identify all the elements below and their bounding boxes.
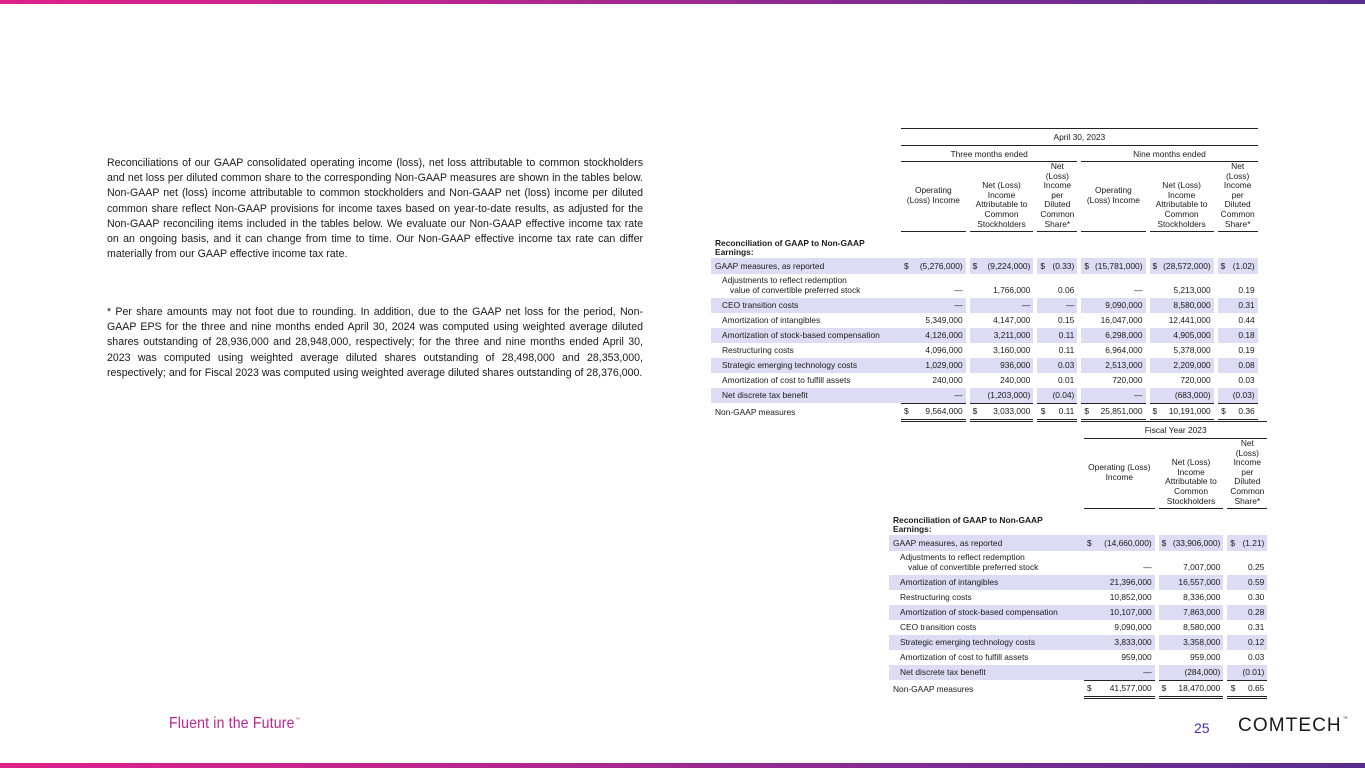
bottom-gradient-band [0,763,1365,768]
reconciliation-table-fiscal-2023 [889,421,1267,699]
table-row: Strategic emerging technology costs 1,029,000 936,000 0.03 2,513,000 2,209,000 0.08 [711,358,1258,373]
three-months-header: Three months ended [901,146,1077,162]
col-operating-9m: Operating (Loss) Income [1081,162,1145,232]
table-row: Net discrete tax benefit — (284,000) (0.01) [889,665,1267,681]
section-heading: Reconciliation of GAAP to Non-GAAP Earnings: [715,237,865,258]
logo-tm: ™ [1342,716,1349,722]
tagline: Fluent in the Future™ [169,715,301,732]
col-eps-fy: Net (Loss) Income per Diluted Common Share* [1227,439,1267,509]
table-row: Amortization of cost to fulfill assets 240,000 240,000 0.01 720,000 720,000 0.03 [722,375,1255,386]
table-row: Adjustments to reflect redemption value of convertible preferred stock — 7,007,000 0.25 [900,552,1265,573]
period-header: April 30, 2023 [901,129,1258,146]
comtech-logo: COMTECH™ [1238,715,1349,736]
table-row-total: Non-GAAP measures $ 9,564,000 $ 3,033,000 $ 0.11 $ 25,851,000 $ 10,191,000 $ 0.36 [711,403,1258,420]
table-row: Amortization of cost to fulfill assets 959,000 959,000 0.03 [900,652,1265,663]
table-row: Strategic emerging technology costs 3,833,000 3,358,000 0.12 [889,635,1267,650]
table-row-total: Non-GAAP measures $ 41,577,000 $ 18,470,000 $ 0.65 [889,680,1267,697]
table-row: Restructuring costs 4,096,000 3,160,000 0.11 6,964,000 5,378,000 0.19 [722,345,1255,356]
table-row: Amortization of intangibles 5,349,000 4,147,000 0.15 16,047,000 12,441,000 0.44 [722,315,1255,326]
col-eps-9m: Net (Loss) Income per Diluted Common Share* [1218,162,1258,232]
col-operating-3m: Operating (Loss) Income [901,162,966,232]
table-row: Amortization of intangibles 21,396,000 16,557,000 0.59 [889,575,1267,590]
period-header: Fiscal Year 2023 [1084,422,1267,439]
tagline-tm: ™ [295,717,301,723]
intro-paragraph: Reconciliations of our GAAP consolidated operating income (loss), net loss attributable to common stockholders and net loss per diluted common share to the corresponding Non-GAAP measures are shown in the tables below. Non-GAAP net (loss) income attributable to common stockholders and Non-GAAP net (loss) income per diluted common share reflect Non-GAAP provisions for income taxes based on year-to-date results, as adjusted for the Non-GAAP reconciling items included in the tables below. We evaluate our Non-GAAP effective income tax rate on an ongoing basis, and it can change from time to time. Our Non-GAAP effective income tax rate can differ materially from our GAAP effective income tax rate. [107,157,643,261]
table-row: Net discrete tax benefit — (1,203,000) (0.04) — (683,000) (0.03) [711,388,1258,404]
top-gradient-band [0,0,1365,4]
col-net-3m: Net (Loss) Income Attributable to Common Stockholders [970,162,1034,232]
table-row: Amortization of stock-based compensation 4,126,000 3,211,000 0.11 6,298,000 4,905,000 0.18 [711,328,1258,343]
table-row: GAAP measures, as reported $ (14,660,000) $ (33,906,000) $ (1.21) [889,535,1267,551]
reconciliation-table-april-2023 [711,128,1258,422]
table-row: Adjustments to reflect redemption value of convertible preferred stock — 1,766,000 0.06 — 5,213,000 0.19 [722,275,1255,296]
table-row: Amortization of stock-based compensation 10,107,000 7,863,000 0.28 [889,605,1267,620]
col-operating-fy: Operating (Loss) Income [1084,439,1155,509]
table-row: GAAP measures, as reported $ (5,276,000) $ (9,224,000) $ (0.33) $ (15,781,000) $ (28,572,000) $ (1.02) [711,258,1258,274]
col-net-fy: Net (Loss) Income Attributable to Common Stockholders [1159,439,1224,509]
table-row: CEO transition costs 9,090,000 8,580,000 0.31 [900,622,1265,633]
table-row: CEO transition costs — — — 9,090,000 8,580,000 0.31 [711,298,1258,313]
col-net-9m: Net (Loss) Income Attributable to Common Stockholders [1150,162,1214,232]
table-row: Restructuring costs 10,852,000 8,336,000 0.30 [900,592,1265,603]
page-number: 25 [1194,720,1210,736]
section-heading: Reconciliation of GAAP to Non-GAAP Earnings: [893,514,1043,535]
col-eps-3m: Net (Loss) Income per Diluted Common Share* [1037,162,1077,232]
nine-months-header: Nine months ended [1081,146,1257,162]
footnote-paragraph: * Per share amounts may not foot due to rounding. In addition, due to the GAAP net loss for the period, Non-GAAP EPS for the three and nine months ended April 30, 2024 was computed using weighted average diluted shares outstanding of 28,936,000 and 28,948,000, respectively; for the three and nine months ended April 30, 2023 was computed using weighted average diluted shares outstanding of 28,498,000 and 28,353,000, respectively; and for Fiscal 2023 was computed using weighted average diluted shares outstanding of 28,376,000. [107,306,643,379]
